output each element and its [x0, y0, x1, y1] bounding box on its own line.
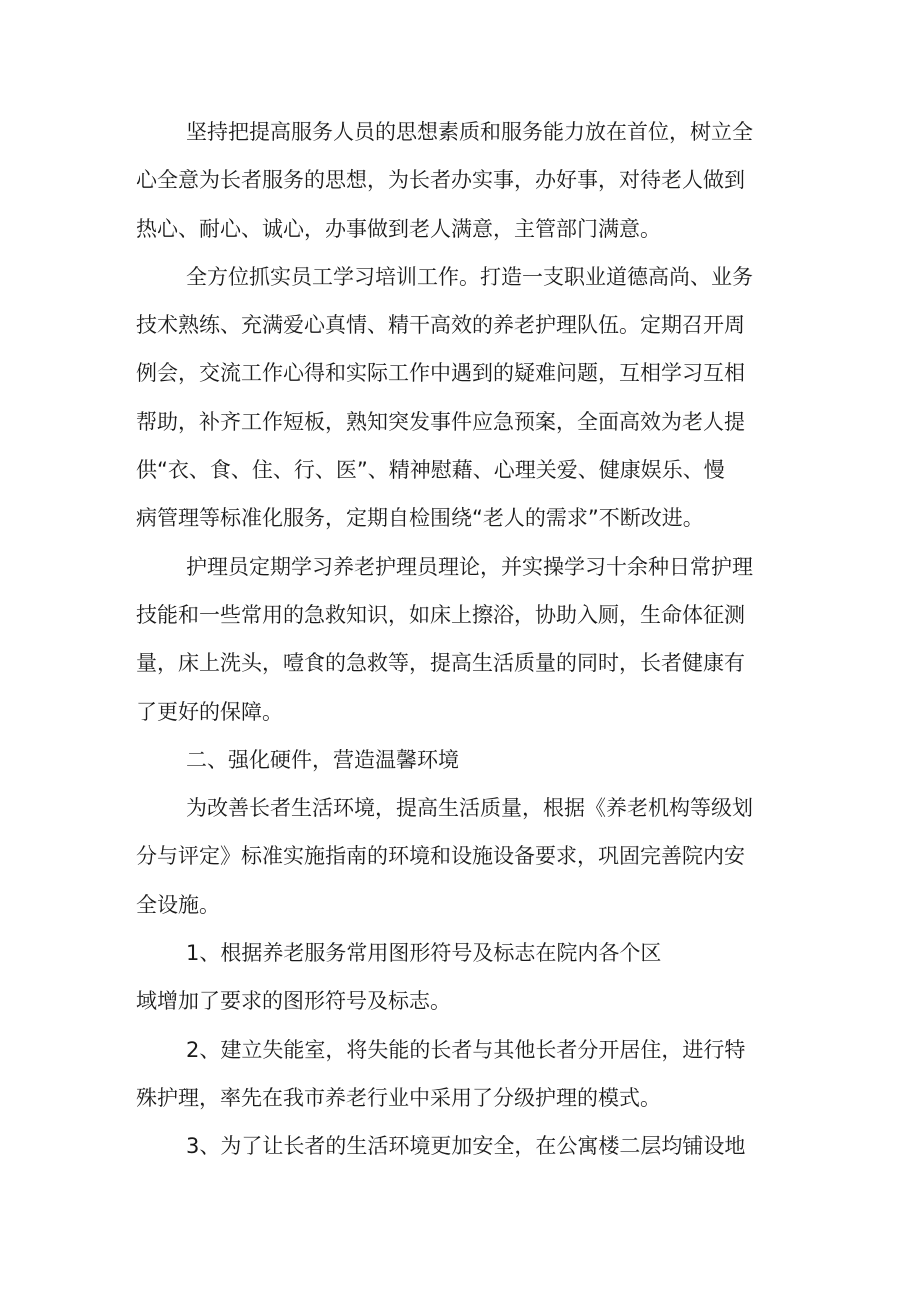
paragraph-2-line-3: 例会，交流工作心得和实际工作中遇到的疑难问题，互相学习互相 [136, 361, 745, 386]
paragraph-3-line-3: 量，床上洗头，噎食的急救等，提高生活质量的同时，长者健康有 [136, 651, 745, 676]
paragraph-2-line-4: 帮助，补齐工作短板，熟知突发事件应急预案，全面高效为老人提 [136, 409, 745, 434]
item-2-line-2: 殊护理，率先在我市养老行业中采用了分级护理的模式。 [136, 1085, 661, 1110]
paragraph-2-line-6: 病管理等标准化服务，定期自检围绕“老人的需求”不断改进。 [136, 506, 704, 531]
paragraph-3-line-1: 护理员定期学习养老护理员理论，并实操学习十余种日常护理 [186, 554, 753, 579]
paragraph-4-line-2: 分与评定》标准实施指南的环境和设施设备要求，巩固完善院内安 [136, 844, 745, 869]
paragraph-4-line-3: 全设施。 [136, 892, 220, 917]
item-2-line-1: 2、建立失能室，将失能的长者与其他长者分开居住，进行特 [186, 1037, 746, 1062]
item-3-line-1: 3、为了让长者的生活环境更加安全，在公寓楼二层均铺设地 [186, 1134, 746, 1159]
paragraph-2-line-5: 供“衣、食、住、行、医”、精神慰藉、心理关爱、健康娱乐、慢 [136, 458, 725, 483]
item-1-line-1: 1、根据养老服务常用图形符号及标志在院内各个区 [186, 941, 662, 966]
paragraph-1-line-1: 坚持把提高服务人员的思想素质和服务能力放在首位，树立全 [186, 120, 753, 144]
paragraph-1-line-3: 热心、耐心、诚心，办事做到老人满意，主管部门满意。 [136, 216, 661, 241]
item-1-line-2: 域增加了要求的图形符号及标志。 [136, 989, 451, 1014]
paragraph-3-line-2: 技能和一些常用的急救知识，如床上擦浴，协助入厕，生命体征测 [136, 602, 745, 627]
paragraph-4-line-1: 为改善长者生活环境，提高生活质量，根据《养老机构等级划 [186, 796, 753, 821]
paragraph-1-line-2: 心全意为长者服务的思想，为长者办实事，办好事，对待老人做到 [136, 168, 745, 193]
paragraph-2-line-1: 全方位抓实员工学习培训工作。打造一支职业道德高尚、业务 [186, 264, 753, 289]
paragraph-2-line-2: 技术熟练、充满爱心真情、精干高效的养老护理队伍。定期召开周 [136, 313, 745, 338]
section-heading: 二、强化硬件，营造温馨环境 [186, 747, 459, 772]
paragraph-3-line-4: 了更好的保障。 [136, 699, 283, 724]
document-body [136, 108, 776, 1171]
